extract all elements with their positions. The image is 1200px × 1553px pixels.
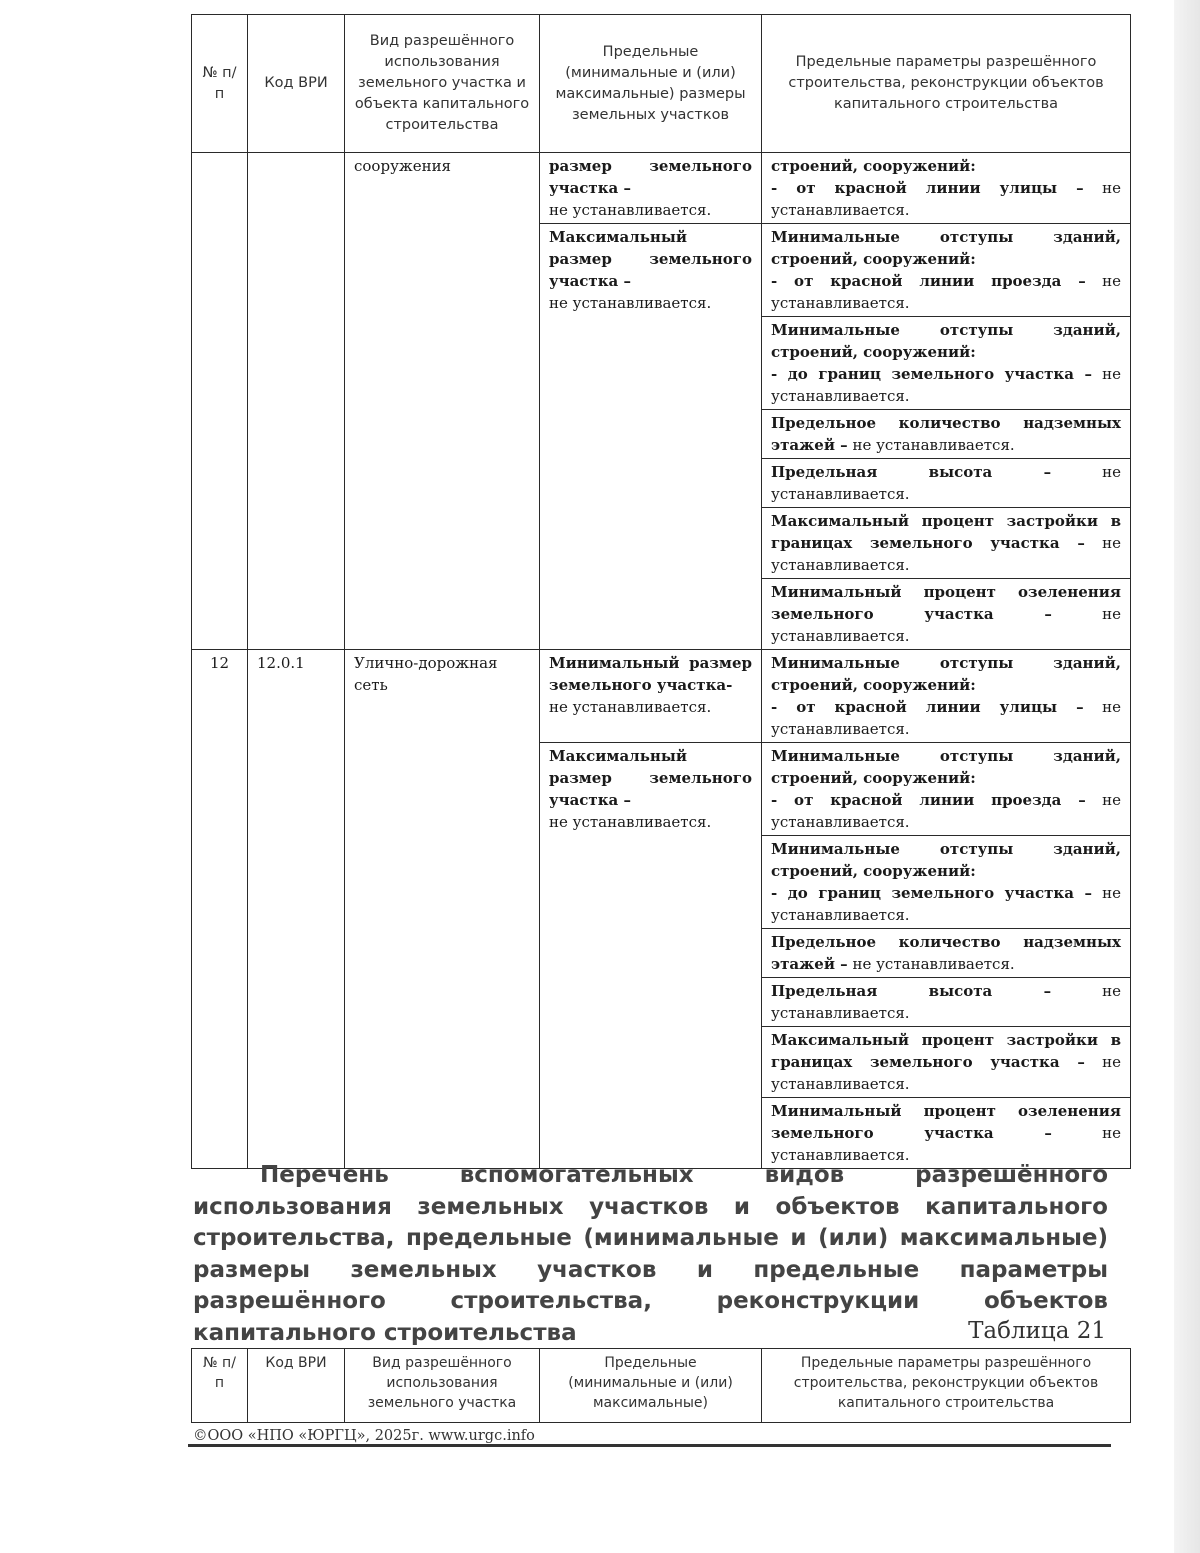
param-value: не устанавливается. <box>771 1124 1121 1164</box>
param-label: Минимальные отступы зданий, строений, сооружений: - от красной линии проезда – <box>771 228 1121 290</box>
size-label: Максимальный размер земельного участка – <box>549 747 752 809</box>
size-cell <box>540 153 762 224</box>
param-value: не устанавливается. <box>852 436 1015 454</box>
header-num: № п/п <box>192 1349 248 1423</box>
size-value: не устанавливается. <box>549 813 712 831</box>
header-sizes: Предельные (минимальные и (или) максимальные) <box>540 1349 762 1423</box>
param-value: не устанавливается. <box>771 179 1121 219</box>
section-title: Перечень вспомогательных видов разрешённого использования земельных участков и объектов капитального строительства, предельные (минимальные и (или) максимальные) размеры земельных участков и предельные параметры разрешённого строительства, реконструкции объектов капитального строительства <box>193 1162 1108 1346</box>
param-label: Предельное количество надземных этажей – <box>771 414 1121 454</box>
auxiliary-use-table <box>191 1348 1131 1423</box>
param-label: Минимальные отступы зданий, строений, сооружений: - до границ земельного участка – <box>771 840 1121 902</box>
size-cell <box>540 743 762 1169</box>
header-vri: Вид разрешённого использования земельного участка и объекта капитального строительства <box>345 15 540 153</box>
header-vri: Вид разрешённого использования земельного участка <box>345 1349 540 1423</box>
size-value: не устанавливается. <box>549 698 712 716</box>
param-label: строений, сооружений: - от красной линии улицы – <box>771 157 1084 197</box>
page-edge-shade <box>1174 0 1200 1553</box>
table-header-row <box>192 15 1131 153</box>
size-label: размер земельного участка – <box>549 157 752 197</box>
param-label: Минимальный процент озеленения земельного участка – <box>771 583 1121 623</box>
header-num: № п/п <box>192 15 248 153</box>
size-cell <box>540 224 762 650</box>
size-value: не устанавливается. <box>549 201 712 219</box>
table-header-row <box>192 1349 1131 1423</box>
param-cell <box>762 1098 1131 1169</box>
row-vri: сооружения <box>345 153 540 650</box>
param-label: Минимальный процент озеленения земельного участка – <box>771 1102 1121 1142</box>
param-cell <box>762 508 1131 579</box>
param-cell <box>762 836 1131 929</box>
param-value: не устанавливается. <box>771 272 1121 312</box>
param-cell <box>762 579 1131 650</box>
footer-copyright: ©ООО «НПО «ЮРГЦ», 2025г. www.urgc.info <box>193 1428 535 1444</box>
header-params: Предельные параметры разрешённого строительства, реконструкции объектов капитального строительства <box>762 15 1131 153</box>
footer-divider <box>188 1444 1111 1447</box>
param-label: Минимальные отступы зданий, строений, сооружений: - от красной линии проезда – <box>771 747 1121 809</box>
param-cell <box>762 410 1131 459</box>
row-num: 12 <box>192 650 248 1169</box>
table-row <box>192 650 1131 743</box>
header-code: Код ВРИ <box>248 1349 345 1423</box>
param-value: не устанавливается. <box>771 463 1121 503</box>
param-label: Минимальные отступы зданий, строений, сооружений: - от красной линии улицы – <box>771 654 1121 716</box>
param-value: не устанавливается. <box>771 534 1121 574</box>
param-value: не устанавливается. <box>771 365 1121 405</box>
table-number: Таблица 21 <box>968 1318 1106 1344</box>
param-value: не устанавливается. <box>852 955 1015 973</box>
param-label: Предельное количество надземных этажей – <box>771 933 1121 973</box>
param-cell <box>762 1027 1131 1098</box>
param-label: Предельная высота – <box>771 982 1052 1000</box>
size-cell <box>540 650 762 743</box>
param-cell <box>762 743 1131 836</box>
param-value: не устанавливается. <box>771 698 1121 738</box>
header-params: Предельные параметры разрешённого строительства, реконструкции объектов капитального строительства <box>762 1349 1131 1423</box>
row-code: 12.0.1 <box>248 650 345 1169</box>
permitted-use-table <box>191 14 1131 1169</box>
param-value: не устанавливается. <box>771 791 1121 831</box>
size-label: Максимальный размер земельного участка – <box>549 228 752 290</box>
param-cell <box>762 929 1131 978</box>
header-code: Код ВРИ <box>248 15 345 153</box>
row-num <box>192 153 248 650</box>
param-value: не устанавливается. <box>771 884 1121 924</box>
param-value: не устанавливается. <box>771 605 1121 645</box>
table-row <box>192 153 1131 224</box>
header-sizes: Предельные (минимальные и (или) максимальные) размеры земельных участков <box>540 15 762 153</box>
size-label: Минимальный размер земельного участка- <box>549 654 752 694</box>
param-label: Предельная высота – <box>771 463 1052 481</box>
param-cell <box>762 650 1131 743</box>
row-code <box>248 153 345 650</box>
param-label: Максимальный процент застройки в границах земельного участка – <box>771 1031 1121 1071</box>
param-label: Максимальный процент застройки в границах земельного участка – <box>771 512 1121 552</box>
row-vri: Улично-дорожная сеть <box>345 650 540 1169</box>
param-value: не устанавливается. <box>771 982 1121 1022</box>
param-cell <box>762 317 1131 410</box>
param-cell <box>762 459 1131 508</box>
param-value: не устанавливается. <box>771 1053 1121 1093</box>
param-cell <box>762 153 1131 224</box>
param-cell <box>762 224 1131 317</box>
param-label: Минимальные отступы зданий, строений, сооружений: - до границ земельного участка – <box>771 321 1121 383</box>
size-value: не устанавливается. <box>549 294 712 312</box>
param-cell <box>762 978 1131 1027</box>
